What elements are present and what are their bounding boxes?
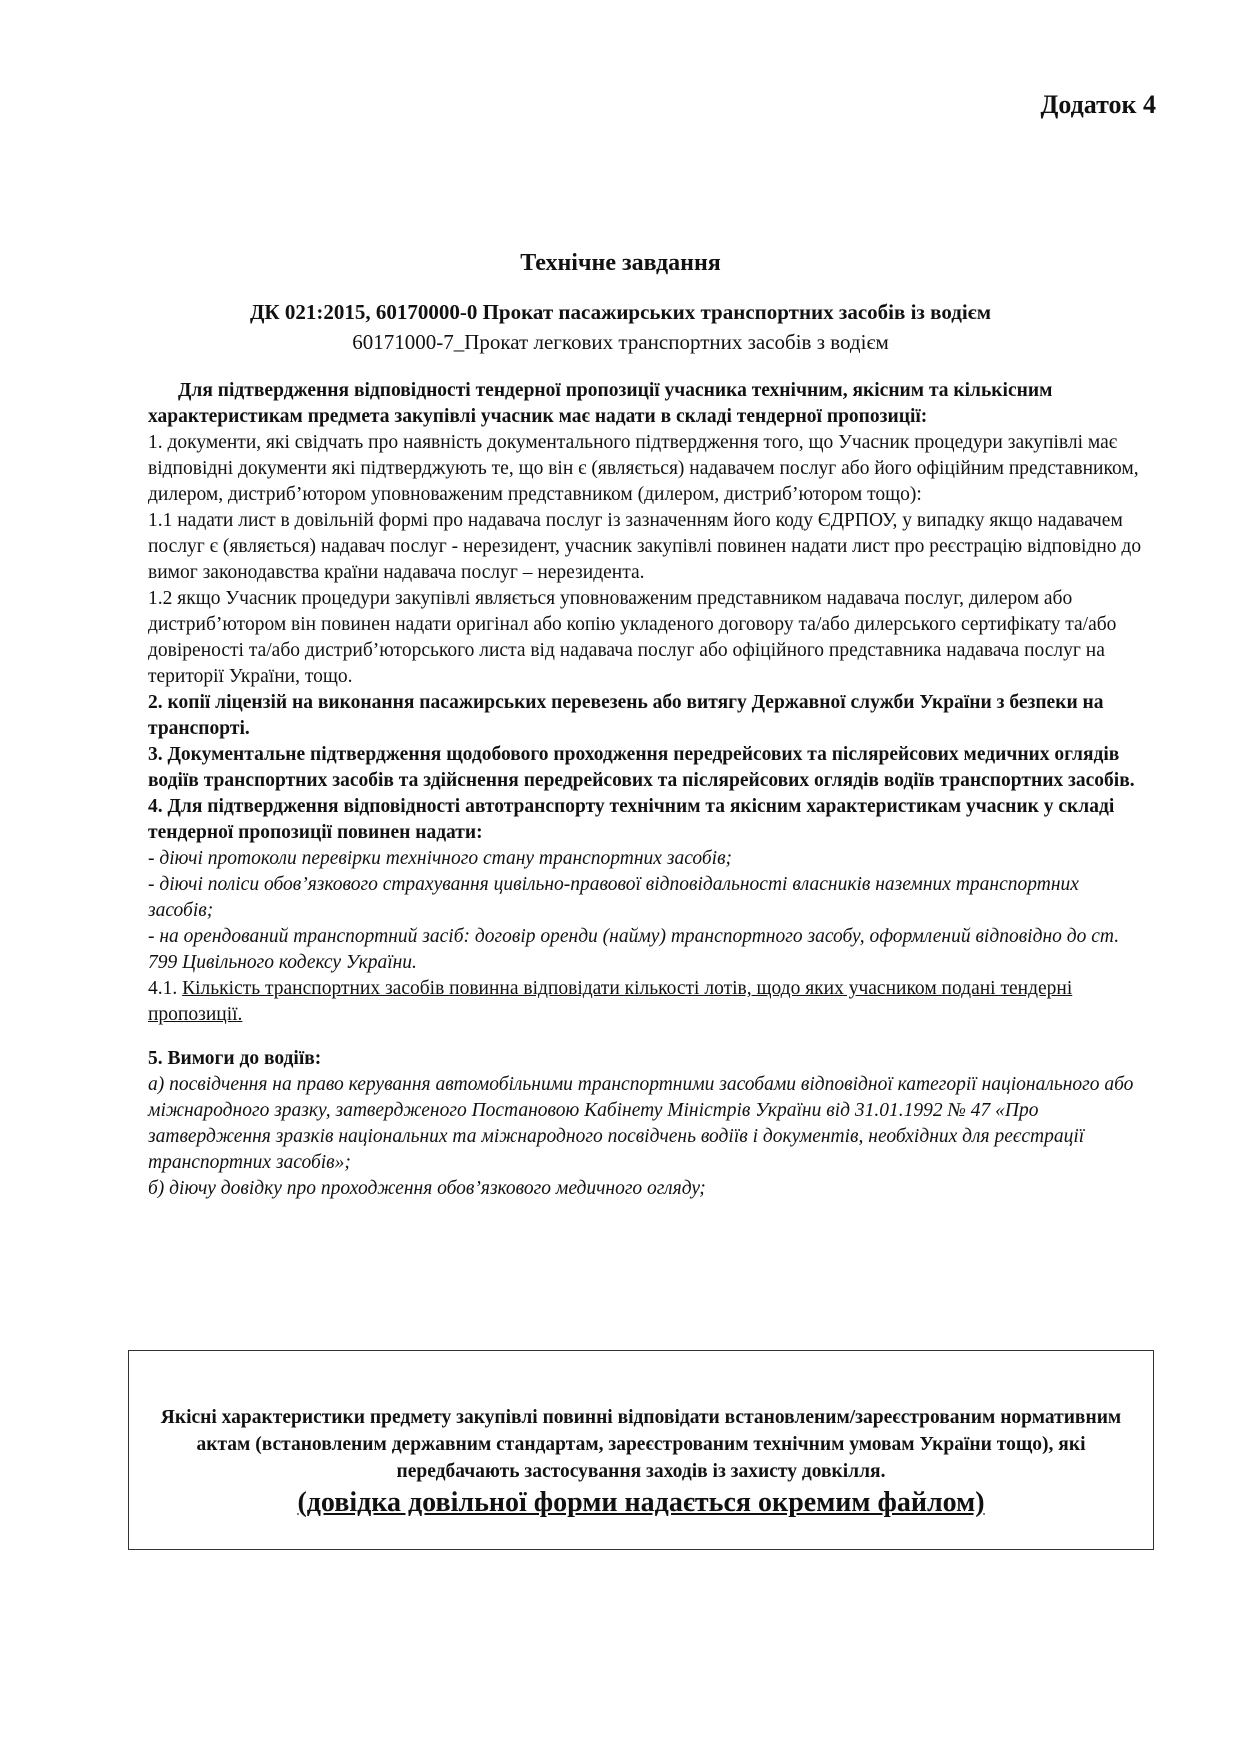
- item-3: 3. Документальне підтвердження щодобового проходження передрейсових та післярейсових медичних оглядів водіїв транспортних засобів та здійснення передрейсових та післярейсових оглядів водіїв транспортних засобів.: [148, 744, 1135, 791]
- item-4-1: [148, 976, 1148, 1028]
- procurement-code: ДК 021:2015, 60170000-0 Прокат пасажирських транспортних засобів із водієм: [249, 300, 992, 324]
- document-title: Технічне завдання: [520, 250, 721, 276]
- item-4-b: - діючі поліси обов’язкового страхування цивільно-правової відповідальності власників наземних транспортних засобів;: [148, 874, 1079, 921]
- item-1-2: 1.2 якщо Учасник процедури закупівлі являється уповноваженим представником надавача послуг, дилером або дистриб’ютором він повинен надати оригінал або копію укладеного договору та/або дилерського сертифікату та/або довіреності та/або дистриб’юторського листа від надавача послуг або офіційного представника надавача послуг на території України, тощо.: [148, 588, 1117, 687]
- intro-paragraph: Для підтвердження відповідності тендерної пропозиції учасника технічним, якісним та кількісним характеристикам предмета закупівлі учасник має надати в складі тендерної пропозиції:: [148, 380, 1053, 427]
- procurement-subcode: 60171000-7_Прокат легкових транспортних засобів з водієм: [352, 330, 889, 354]
- item-5-a: а) посвідчення на право керування автомобільними транспортними засобами відповідної категорії національного або міжнародного зразку, затвердженого Постановою Кабінету Міністрів України від 31.01.1992 № 47 «Про затвердження зразків національних та міжнародного посвідчень водіїв і документів, необхідних для реєстрації транспортних засобів»;: [148, 1074, 1134, 1173]
- environment-notice-text: Якісні характеристики предмету закупівлі повинні відповідати встановленим/зареєстрованим нормативним актам (встановленим державним стандартам, зареєстрованим технічним умовам України тощо), які передбачають застосування заходів із захисту довкілля.: [160, 1407, 1122, 1482]
- item-4-c: - на орендований транспортний засіб: договір оренди (найму) транспортного засобу, оформлений відповідно до ст. 799 Цивільного кодексу України.: [148, 926, 1120, 973]
- item-5: 5. Вимоги до водіїв:: [148, 1048, 322, 1069]
- item-1-1: 1.1 надати лист в довільній формі про надавача послуг із зазначенням його коду ЄДРПОУ, у випадку якщо надавачем послуг є (являється) надавач послуг - нерезидент, учасник закупівлі повинен надати лист про реєстрацію відповідно до вимог законодавства країни надавача послуг – нерезидента.: [148, 510, 1142, 583]
- item-4-1-number: 4.1.: [148, 978, 183, 999]
- environment-notice-box: [128, 1350, 1154, 1550]
- requirements-body: [148, 378, 1148, 1202]
- item-4: 4. Для підтвердження відповідності автотранспорту технічним та якісним характеристикам учасник у складі тендерної пропозиції повинен надати:: [148, 796, 1115, 843]
- item-2: 2. копії ліцензій на виконання пасажирських перевезень або витягу Державної служби України з безпеки на транспорті.: [148, 692, 1104, 739]
- item-4-1-text: Кількість транспортних засобів повинна відповідати кількості лотів, щодо яких учасником подані тендерні пропозиції.: [148, 978, 1073, 1025]
- separate-file-note: (довідка довільної форми надається окремим файлом): [297, 1487, 985, 1518]
- item-1: 1. документи, які свідчать про наявність документального підтвердження того, що Учасник процедури закупівлі має відповідні документи які підтверджують те, що він є (являється) надавачем послуг або його офіційним представником, дилером, дистриб’ютором уповноваженим представником (дилером, дистриб’ютором тощо):: [148, 432, 1139, 505]
- item-5-b: б) діючу довідку про проходження обов’язкового медичного огляду;: [148, 1178, 706, 1199]
- annex-label: Додаток 4: [1040, 90, 1156, 119]
- item-4-a: - діючі протоколи перевірки технічного стану транспортних засобів;: [148, 848, 733, 869]
